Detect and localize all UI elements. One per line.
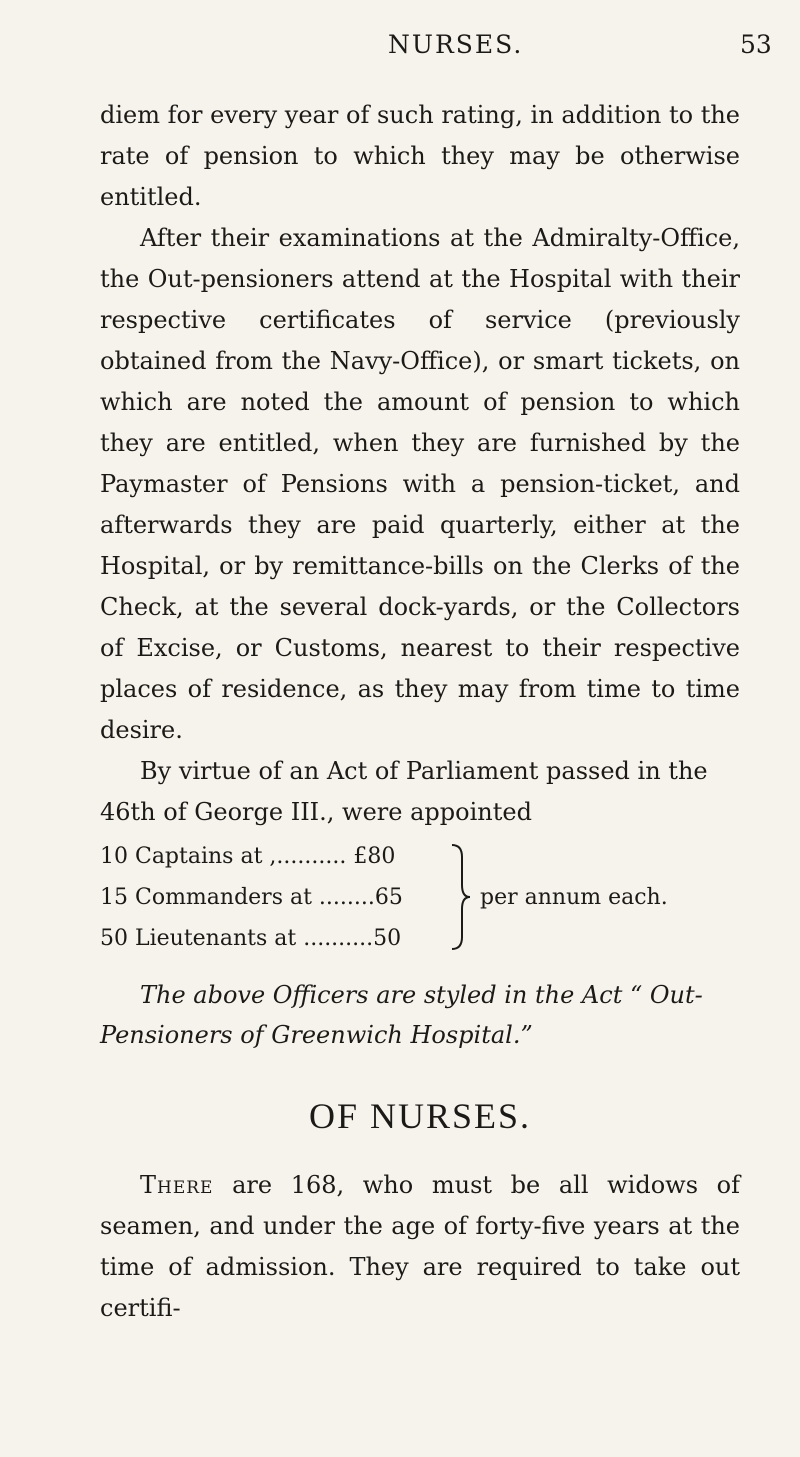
dot-leader: ,.......... <box>262 844 354 869</box>
section-heading: OF NURSES. <box>308 1096 532 1136</box>
paragraph-nurses <box>100 1165 740 1329</box>
page-header <box>0 30 800 64</box>
appointment-label: 10 Captains at <box>100 844 263 869</box>
lead-word: There <box>140 1171 214 1199</box>
appointment-row <box>100 878 403 918</box>
body-text <box>100 95 740 1329</box>
paragraph-act-of-parliament: By virtue of an Act of Parliament passed in the 46th of George III., were appointed <box>100 757 708 826</box>
italic-note-text: The above Officers are styled in the Act “ Out-Pensioners of Greenwich Hospital.” <box>100 981 703 1049</box>
appointment-row <box>100 837 395 877</box>
appointment-amount: 65 <box>374 885 403 910</box>
appointment-label: 15 Commanders at <box>100 885 312 910</box>
running-title: NURSES. <box>388 30 524 59</box>
appointment-label: 50 Lieutenants at <box>100 926 297 951</box>
appointment-amount: 50 <box>373 926 402 951</box>
appointment-row <box>100 919 401 959</box>
dot-leader: ........ <box>311 885 375 910</box>
curly-brace-icon <box>450 843 472 951</box>
italic-note <box>100 975 740 1055</box>
paragraph-pension-rating: diem for every year of such rating, in addition to the rate of pension to which they may be otherwise entitled. <box>100 101 740 211</box>
appointment-amount: £80 <box>353 844 396 869</box>
paragraph-out-pensioners: After their examinations at the Admiralty-Office, the Out-pensioners attend at the Hospital with their respective certificates of service (previously obtained from the Navy-Office), or smart tickets, on which are noted the amount of pension to which they are entitled, when they are furnished by the Paymaster of Pensions with a pension-ticket, and afterwards they are paid quarterly, either at the Hospital, or by remittance-bills on the Clerks of the Check, at the several dock-yards, or the Collectors of Excise, or Customs, nearest to their respective places of residence, as they may from time to time desire. <box>100 224 740 744</box>
page-number: 53 <box>740 30 772 59</box>
paragraph-nurses-text: are 168, who must be all widows of seamen, and under the age of forty-five years at the time of admission. They are required to take out certifi- <box>100 1171 740 1322</box>
appointments-list <box>100 835 740 961</box>
dot-leader: .......... <box>296 926 374 951</box>
per-annum-note: per annum each. <box>480 885 668 910</box>
